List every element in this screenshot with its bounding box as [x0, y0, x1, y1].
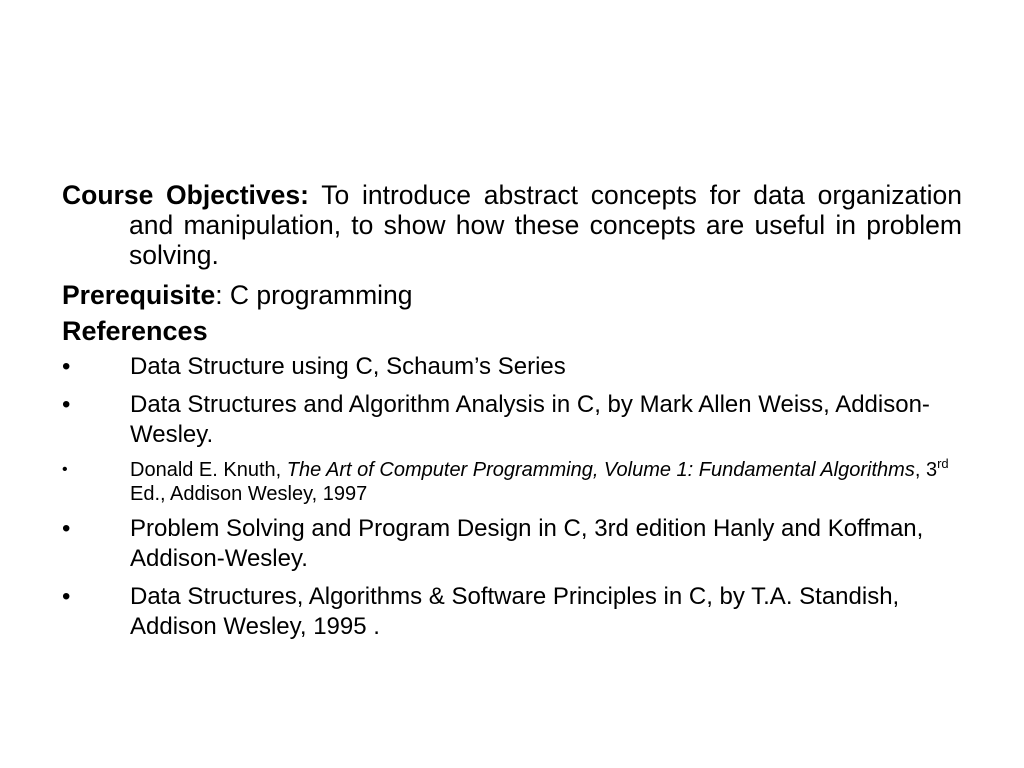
reference-text: Data Structures, Algorithms & Software Principles in C, by T.A. Standish, Addison Wesley, 1995 . — [130, 583, 900, 640]
reference-mid: , 3 — [914, 459, 938, 481]
reference-superscript: rd — [937, 456, 949, 471]
slide-body — [62, 180, 962, 650]
reference-suffix: Ed., Addison Wesley, 1997 — [130, 483, 368, 505]
course-objectives-label: Course Objectives: — [62, 180, 309, 210]
list-item — [62, 514, 962, 574]
reference-prefix: Donald E. Knuth, — [130, 459, 287, 481]
prerequisite — [62, 280, 962, 310]
bullet-icon: • — [62, 583, 71, 610]
list-item — [62, 458, 962, 506]
course-objectives-text: To introduce abstract concepts for data organization and manipulation, to show how these concepts are useful in problem solving. — [129, 180, 962, 270]
references-list — [62, 352, 962, 642]
course-objectives — [62, 180, 962, 270]
reference-text: Data Structures and Algorithm Analysis in C, by Mark Allen Weiss, Addison-Wesley. — [130, 391, 930, 448]
prerequisite-label: Prerequisite — [62, 280, 216, 310]
references-heading: References — [62, 316, 208, 346]
list-item — [62, 390, 962, 450]
bullet-icon: • — [62, 353, 71, 380]
reference-text: Problem Solving and Program Design in C, 3rd edition Hanly and Koffman, Addison-Wesley. — [130, 515, 924, 572]
list-item — [62, 352, 962, 382]
bullet-icon: • — [62, 461, 68, 478]
list-item — [62, 582, 962, 642]
bullet-icon: • — [62, 515, 71, 542]
prerequisite-text: : C programming — [215, 280, 413, 310]
reference-book-title: The Art of Computer Programming, Volume 1: Fundamental Algorithms — [286, 459, 915, 481]
bullet-icon: • — [62, 391, 71, 418]
reference-text: Data Structure using C, Schaum’s Series — [130, 353, 566, 380]
